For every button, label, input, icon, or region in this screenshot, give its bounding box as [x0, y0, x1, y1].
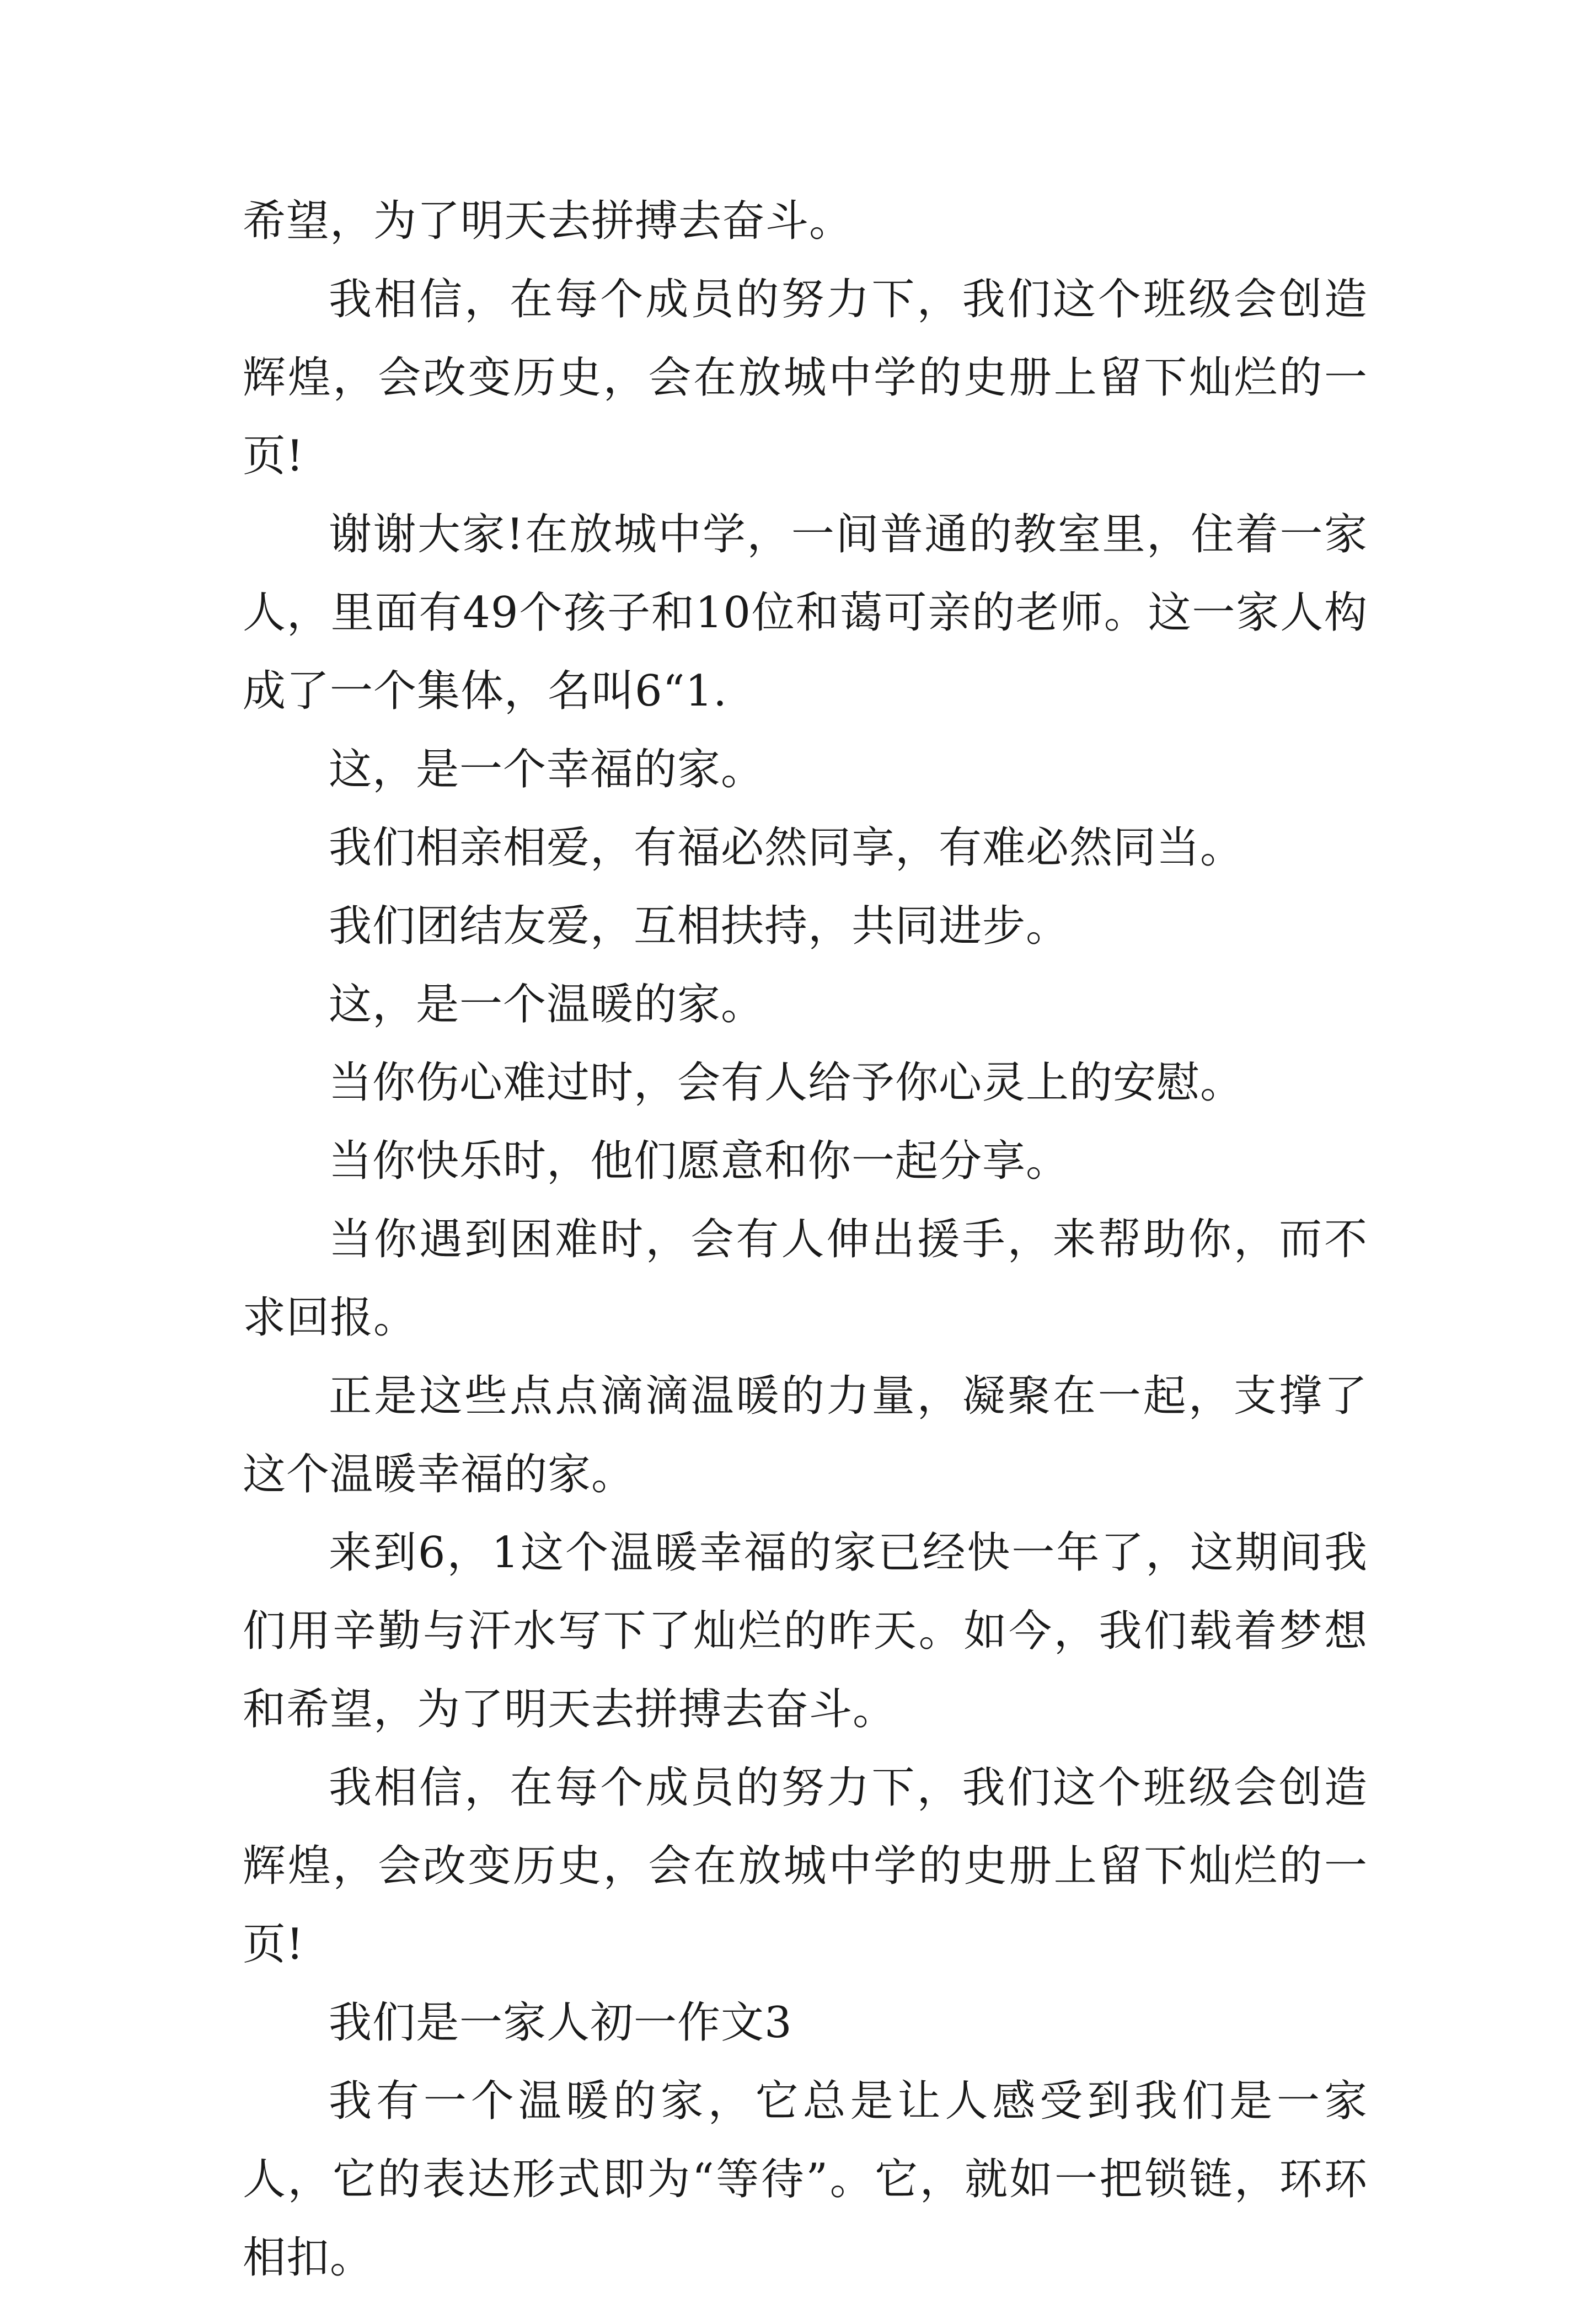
paragraph: 当你快乐时，他们愿意和你一起分享。	[329, 1136, 1070, 1186]
paragraph: 来到6，1这个温暖幸福的家已经快一年了，这期间我们用辛勤与汗水写下了灿烂的昨天。如今，我们载着梦想和希望，为了明天去拼搏去奋斗。	[243, 1528, 1368, 1734]
paragraph: 这，是一个温暖的家。	[329, 980, 765, 1029]
paragraph: 我们相亲相爱，有福必然同享，有难必然同当。	[329, 823, 1244, 873]
paragraph: 希望，为了明天去拼搏去奋斗。	[243, 196, 853, 246]
paragraph: 谢谢大家!在放城中学，一间普通的教室里，住着一家人，里面有49个孩子和10位和蔼可亲的老师。这一家人构成了一个集体，名叫6“1.	[243, 510, 1368, 716]
paragraph: 当你伤心难过时，会有人给予你心灵上的安慰。	[329, 1058, 1244, 1108]
paragraph: 我相信，在每个成员的努力下，我们这个班级会创造辉煌，会改变历史，会在放城中学的史册上留下灿烂的一页!	[243, 1763, 1368, 1969]
paragraph: 我们团结友爱，互相扶持，共同进步。	[329, 901, 1070, 951]
section-heading: 我们是一家人初一作文3	[329, 1998, 792, 2048]
paragraph: 我有一个温暖的家，它总是让人感受到我们是一家人，它的表达形式即为“等待”。它，就如一把锁链，环环相扣。	[243, 2076, 1368, 2283]
paragraph: 正是这些点点滴滴温暖的力量，凝聚在一起，支撑了这个温暖幸福的家。	[243, 1371, 1368, 1499]
paragraph: 这，是一个幸福的家。	[329, 745, 765, 794]
document-body	[243, 182, 1368, 2297]
paragraph: 当你遇到困难时，会有人伸出援手，来帮助你，而不求回报。	[243, 1215, 1368, 1343]
paragraph: 我相信，在每个成员的努力下，我们这个班级会创造辉煌，会改变历史，会在放城中学的史册上留下灿烂的一页!	[243, 275, 1368, 481]
